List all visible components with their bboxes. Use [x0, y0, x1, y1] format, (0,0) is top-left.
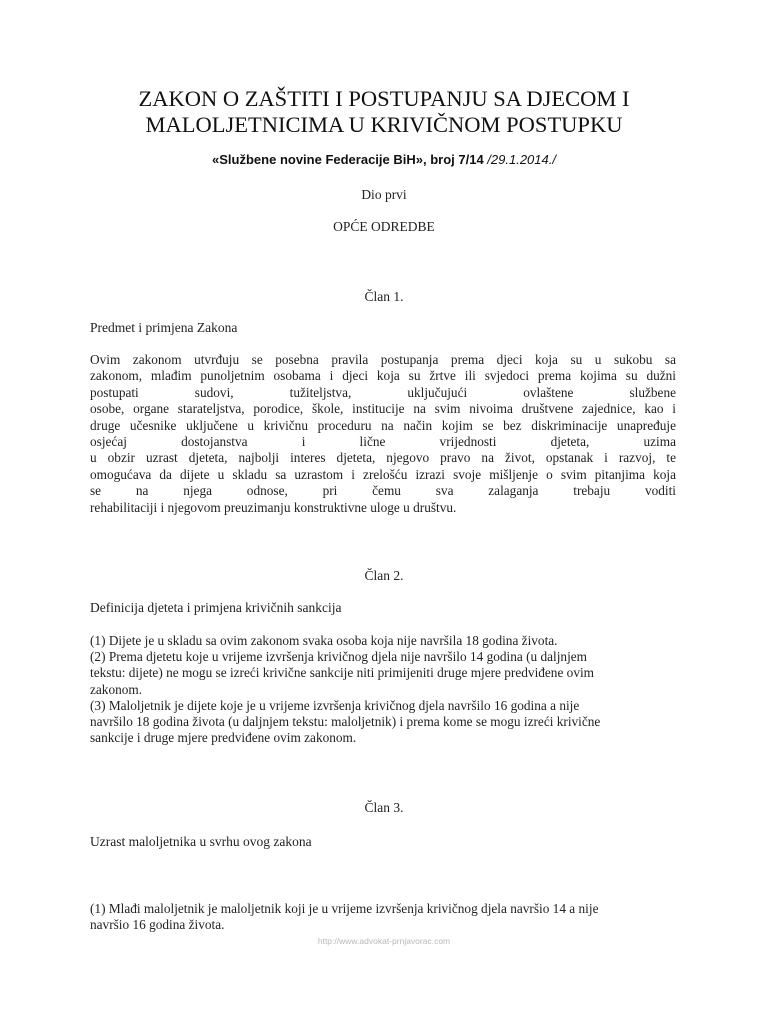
article-1-line: omogućava da dijete u skladu sa uzrastom i zrelošću izrazi svoje mišljenje o svim pitanjima koja — [90, 466, 676, 482]
article-3-heading: Član 3. — [364, 800, 404, 815]
footer-url-prefix: http:// — [317, 936, 340, 946]
article-2-line: tekstu: dijete) ne mogu se izreći krivične sankcije niti primijeniti druge mjere predviđene ovim — [90, 665, 595, 681]
document-title-line-2: MALOLJETNICIMA U KRIVIČNOM POSTUPKU — [145, 112, 623, 137]
article-2-subject: Definicija djeteta i primjena krivičnih sankcija — [90, 600, 342, 615]
official-gazette-reference — [60, 152, 708, 167]
article-3-body — [90, 901, 680, 933]
article-1-heading: Član 1. — [364, 289, 404, 304]
article-2-line: navršilo 18 godina života (u daljnjem tekstu: maloljetnik) i prema kome se mogu izreći krivične — [90, 714, 601, 730]
article-3-subject: Uzrast maloljetnika u svrhu ovog zakona — [90, 834, 312, 849]
article-2-line: sankcije i druge mjere predviđene ovim zakonom. — [90, 730, 357, 746]
article-1-line: osobe, organe starateljstva, porodice, škole, institucije na svim nivoima društvene zajednice, kao i — [90, 401, 676, 417]
article-1-line: zakonom, mlađim punoljetnim osobama i djeci koja su žrtve ili svjedoci prema kojima su dužni — [90, 368, 676, 384]
article-1-line: u obzir uzrast djeteta, najbolji interes djeteta, njegovo pravo na život, opstanak i razvoj, te — [90, 450, 676, 466]
footer-website-link[interactable] — [0, 936, 768, 946]
article-1-body — [90, 352, 676, 516]
article-1-subject: Predmet i primjena Zakona — [90, 320, 238, 335]
article-1-line: postupati sudovi, tužiteljstva, uključujući ovlaštene službene — [90, 384, 676, 400]
article-2-heading: Član 2. — [364, 568, 404, 583]
article-2-body — [90, 633, 680, 746]
article-1-line: se na njega odnose, pri čemu sva zalaganja trebaju voditi — [90, 483, 676, 499]
gazette-date: /29.1.2014./ — [483, 152, 556, 167]
article-2-line: (1) Dijete je u skladu sa ovim zakonom svaka osoba koja nije navršila 18 godina života. — [90, 633, 558, 648]
article-2-line: (3) Maloljetnik je dijete koje je u vrijeme izvršenja krivičnog djela navršilo 16 godina a nije — [90, 697, 580, 713]
part-label: Dio prvi — [361, 187, 407, 202]
document-title-line-1: ZAKON O ZAŠTITI I POSTUPANJU SA DJECOM I — [138, 86, 630, 111]
article-1-line: Ovim zakonom utvrđuju se posebna pravila postupanja prema djeci koja su u sukobu sa — [90, 352, 676, 367]
article-1-line: druge učesnike uključene u krivičnu proceduru na način kojim se bez diskriminacije unapređuje — [90, 417, 676, 433]
gazette-name: «Službene novine Federacije BiH», broj 7/14 — [212, 152, 484, 167]
article-2-line: zakonom. — [90, 681, 143, 697]
article-3-line: navršio 16 godina života. — [90, 917, 225, 933]
footer-url-host: www.advokat-prnjavorac.com — [339, 936, 451, 946]
article-1-line: osjećaj dostojanstva i lične vrijednosti djeteta, uzima — [90, 434, 676, 450]
part-title: OPĆE ODREDBE — [333, 219, 435, 234]
document-title — [60, 86, 708, 138]
article-2-line: (2) Prema djetetu koje u vrijeme izvršenja krivičnog djela nije navršilo 14 godina (u daljnjem — [90, 649, 588, 665]
article-3-line: (1) Mlađi maloljetnik je maloljetnik koji je u vrijeme izvršenja krivičnog djela navršio 14 a nije — [90, 901, 599, 916]
article-1-line: rehabilitaciji i njegovom preuzimanju konstruktivne uloge u društvu. — [90, 499, 457, 515]
